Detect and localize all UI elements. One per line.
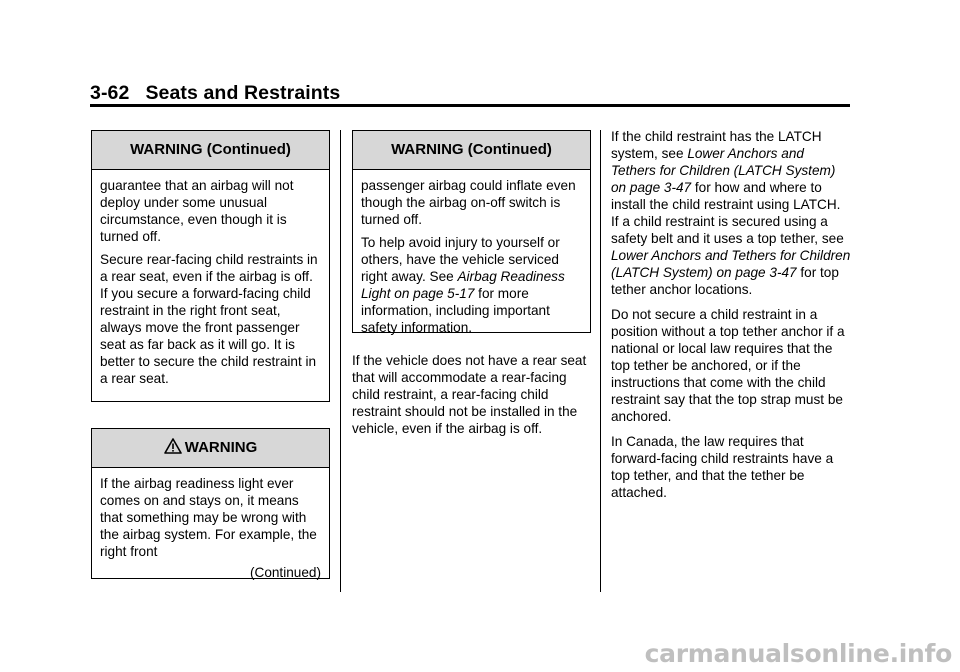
warning-paragraph: passenger airbag could inflate even though the airbag on-off switch is turned off. (361, 178, 576, 227)
body-paragraph: If the vehicle does not have a rear seat that will accommodate a rear-facing child restraint, a rear-facing child restraint should not be installed in the vehicle, even if the airbag is off. (352, 353, 587, 436)
text-span: If the child restraint has the LATCH system, see (611, 129, 822, 161)
warning-triangle-icon (164, 438, 182, 454)
section-title: Seats and Restraints (145, 82, 341, 104)
middle-column-text (352, 352, 592, 445)
warning-box-continued-left (91, 130, 330, 402)
body-paragraph: In Canada, the law requires that forward-facing child restraints have a top tether, and that the tether be attached. (611, 434, 834, 500)
warning-heading: WARNING (Continued) (353, 131, 590, 170)
page-reference-link[interactable]: Lower Anchors and Tethers for Children (LATCH System) on page 3-47 (611, 146, 836, 195)
continued-label: (Continued) (249, 565, 321, 580)
header-rule (90, 104, 850, 107)
column-divider-2 (600, 130, 601, 592)
page-reference-link[interactable]: Airbag Readiness Light on page 5-17 (361, 269, 565, 301)
warning-paragraph (361, 234, 582, 336)
warning-box-continued-middle (352, 130, 591, 333)
text-span: for how and where to install the child restraint using LATCH. If a child restraint is secured using a safety belt and it uses a top tether, see (611, 180, 844, 246)
warning-paragraph: If the airbag readiness light ever comes on and stays on, it means that something may be wrong with the airbag system. For example, the right front (100, 476, 317, 559)
page-number: 3-62 (90, 82, 130, 104)
page-header (90, 82, 340, 105)
warning-body (92, 468, 329, 589)
warning-body (353, 170, 590, 344)
warning-box-airbag-light (91, 428, 330, 579)
warning-paragraph: Secure rear-facing child restraints in a rear seat, even if the airbag is off. If you secure a forward-facing child restraint in the right front seat, always move the front passenger seat as far back as it will go. It is better to secure the child restraint in a rear seat. (100, 252, 318, 386)
body-paragraph (611, 128, 851, 298)
body-paragraph: Do not secure a child restraint in a position without a top tether anchor if a national or local law requires that the top tether be anchored, or if the instructions that come with the child restraint say that the top strap must be anchored. (611, 307, 845, 424)
warning-heading: WARNING (184, 439, 258, 456)
column-divider-1 (340, 130, 341, 592)
watermark: carmanualsonline.info (644, 639, 952, 668)
warning-heading: WARNING (Continued) (92, 131, 329, 170)
warning-heading-row (92, 429, 329, 468)
text-span: for more information, including important safety information. (361, 286, 550, 335)
warning-paragraph: guarantee that an airbag will not deploy under some unusual circumstance, even though it is turned off. (100, 178, 294, 244)
warning-body (92, 170, 329, 395)
text-span: for top tether anchor locations. (611, 265, 839, 297)
text-span: To help avoid injury to yourself or others, have the vehicle serviced right away. See (361, 235, 560, 284)
page-reference-link[interactable]: Lower Anchors and Tethers for Children (LATCH System) on page 3-47 (611, 248, 851, 280)
right-column-text (611, 128, 851, 509)
